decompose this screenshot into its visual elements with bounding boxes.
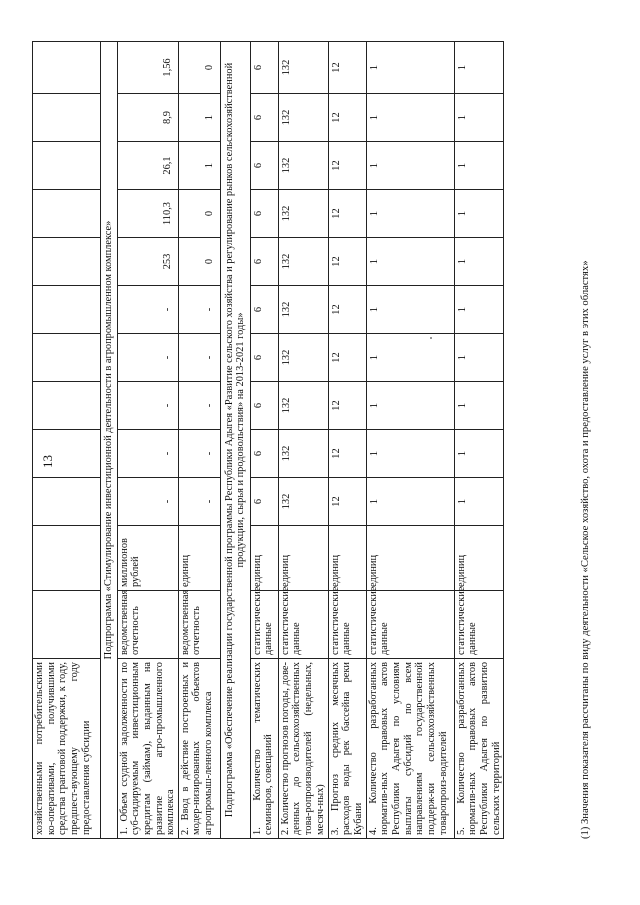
value-cell: 0 <box>178 42 220 94</box>
value-cell: 6 <box>250 190 278 238</box>
value-cell: 6 <box>250 382 278 430</box>
unit-cell: единиц <box>178 526 220 591</box>
value-cell: 6 <box>250 238 278 286</box>
value-cell: 1 <box>366 42 454 94</box>
value-cell: 1 <box>178 94 220 142</box>
value-cell: 1 <box>366 286 454 334</box>
value-cell: 1 <box>454 334 504 382</box>
value-cell: 12 <box>328 286 366 334</box>
source-cell: статистические данные <box>454 591 504 659</box>
value-cell: 8,9 <box>117 94 178 142</box>
value-cell: - <box>178 334 220 382</box>
table-row <box>117 42 178 839</box>
value-cell: 1 <box>454 382 504 430</box>
value-cell: - <box>117 382 178 430</box>
value-cell: 110,3 <box>117 190 178 238</box>
value-cell: 6 <box>250 478 278 526</box>
value-cell: 132 <box>278 238 328 286</box>
value-cell <box>33 478 101 526</box>
value-cell: 1 <box>454 286 504 334</box>
table-row <box>328 42 366 839</box>
value-cell <box>33 334 101 382</box>
source-cell: статистические данные <box>366 591 454 659</box>
value-cell: 132 <box>278 430 328 478</box>
value-cell: 1 <box>454 238 504 286</box>
value-cell <box>33 430 101 478</box>
subprogram-title: Подпрограмма «Стимулирование инвестиционной деятельности в агропромышленном комплексе» <box>101 42 118 839</box>
value-cell <box>33 142 101 190</box>
value-cell: 132 <box>278 286 328 334</box>
unit-cell: единиц <box>250 526 278 591</box>
value-cell: 1,56 <box>117 42 178 94</box>
value-cell: 6 <box>250 94 278 142</box>
table-row <box>278 42 328 839</box>
value-cell: 1 <box>454 190 504 238</box>
table-row <box>33 42 101 839</box>
unit-cell: единиц <box>278 526 328 591</box>
scan-speck <box>430 337 432 339</box>
value-cell: 0 <box>178 238 220 286</box>
value-cell: 1 <box>366 382 454 430</box>
source-cell: статистические данные <box>250 591 278 659</box>
value-cell <box>33 190 101 238</box>
indicator-name-cell: 2. Количество прогнозов погоды, дове-денных до сельскохозяйственных това-ропроизводителей (недельных, месяч-ных) <box>278 659 328 839</box>
source-cell: статистические данные <box>328 591 366 659</box>
value-cell: 132 <box>278 42 328 94</box>
value-cell: - <box>178 286 220 334</box>
value-cell: 12 <box>328 94 366 142</box>
value-cell: 1 <box>366 478 454 526</box>
indicator-name-cell: 3. Прогноз средних месячных расходов воды рек бассейна реки Кубани <box>328 659 366 839</box>
value-cell: 6 <box>250 430 278 478</box>
source-cell <box>33 591 101 659</box>
value-cell: 1 <box>454 42 504 94</box>
value-cell: 253 <box>117 238 178 286</box>
value-cell: 132 <box>278 478 328 526</box>
value-cell: 1 <box>454 478 504 526</box>
value-cell: 1 <box>178 142 220 190</box>
value-cell: - <box>117 286 178 334</box>
indicator-name-cell: 2. Ввод в действие построенных и модер-низированных объектов агропромыш-ленного комплекса <box>178 659 220 839</box>
value-cell: 1 <box>366 142 454 190</box>
subprogram-row <box>220 42 250 839</box>
value-cell: 12 <box>328 190 366 238</box>
unit-cell: единиц <box>366 526 454 591</box>
value-cell <box>33 238 101 286</box>
indicator-name-cell: 1. Количество тематических семинаров, совещаний <box>250 659 278 839</box>
value-cell: 132 <box>278 190 328 238</box>
value-cell: 132 <box>278 382 328 430</box>
value-cell: 12 <box>328 430 366 478</box>
value-cell: 6 <box>250 286 278 334</box>
value-cell <box>33 382 101 430</box>
value-cell: 132 <box>278 142 328 190</box>
footnote: (1) Значения показателя рассчитаны по виду деятельности «Сельское хозяйство, охота и предоставление услуг в этих областях» <box>580 260 591 839</box>
page-number: 13 <box>40 455 55 468</box>
value-cell: 12 <box>328 42 366 94</box>
indicator-name-cell: хозяйственными потребительскими ко-оперативами, получившими средства грантовой поддержки, к году, предшест-вующему году предоставления субсидии <box>33 659 101 839</box>
source-cell: ведомственная отчетность <box>117 591 178 659</box>
value-cell: 6 <box>250 142 278 190</box>
value-cell: 1 <box>454 430 504 478</box>
value-cell: 6 <box>250 334 278 382</box>
unit-cell: единиц <box>454 526 504 591</box>
indicator-name-cell: 4. Количество разработанных норматив-ных правовых актов Республики Адыгея по условиям выплаты субсидий по всем направлениям государственной поддерж-ки сельскохозяйственных товаропроиз-водителей <box>366 659 454 839</box>
value-cell <box>33 286 101 334</box>
value-cell: - <box>117 430 178 478</box>
value-cell: 1 <box>454 94 504 142</box>
unit-cell <box>33 526 101 591</box>
subprogram-title: Подпрограмма «Обеспечение реализации государственной программы Республики Адыгея «Развитие сельского хозяйства и регулирование рынков сельскохозяйственной продукции, сырья и продовольствия» на 2013-2021 годы» <box>220 42 250 839</box>
table-row <box>454 42 504 839</box>
value-cell: - <box>178 430 220 478</box>
value-cell: 1 <box>366 430 454 478</box>
value-cell: - <box>178 478 220 526</box>
unit-cell: миллионов рублей <box>117 526 178 591</box>
source-cell: ведомственная отчетность <box>178 591 220 659</box>
value-cell: 0 <box>178 190 220 238</box>
value-cell: 132 <box>278 334 328 382</box>
value-cell: 12 <box>328 478 366 526</box>
table-row <box>250 42 278 839</box>
value-cell: - <box>178 382 220 430</box>
value-cell: 12 <box>328 142 366 190</box>
unit-cell: единиц <box>328 526 366 591</box>
value-cell: 132 <box>278 94 328 142</box>
value-cell: 1 <box>454 142 504 190</box>
value-cell: 1 <box>366 94 454 142</box>
value-cell: 1 <box>366 334 454 382</box>
value-cell: 1 <box>366 238 454 286</box>
value-cell: - <box>117 334 178 382</box>
table-row <box>366 42 454 839</box>
value-cell: 26,1 <box>117 142 178 190</box>
value-cell: - <box>117 478 178 526</box>
value-cell: 12 <box>328 382 366 430</box>
table-row <box>178 42 220 839</box>
indicator-name-cell: 1. Объем ссудной задолженности по суб-сидируемым инвестиционным кредитам (займам), выданным на развитие агро-промышленного комплекса <box>117 659 178 839</box>
value-cell <box>33 94 101 142</box>
value-cell: 1 <box>366 190 454 238</box>
value-cell: 12 <box>328 334 366 382</box>
indicators-table <box>32 41 504 839</box>
source-cell: статистические данные <box>278 591 328 659</box>
value-cell: 6 <box>250 42 278 94</box>
value-cell: 12 <box>328 238 366 286</box>
indicator-name-cell: 5. Количество разработанных норматив-ных правовых актов Республики Адыгея по развитию сельских территорий <box>454 659 504 839</box>
subprogram-row <box>101 42 118 839</box>
value-cell <box>33 42 101 94</box>
